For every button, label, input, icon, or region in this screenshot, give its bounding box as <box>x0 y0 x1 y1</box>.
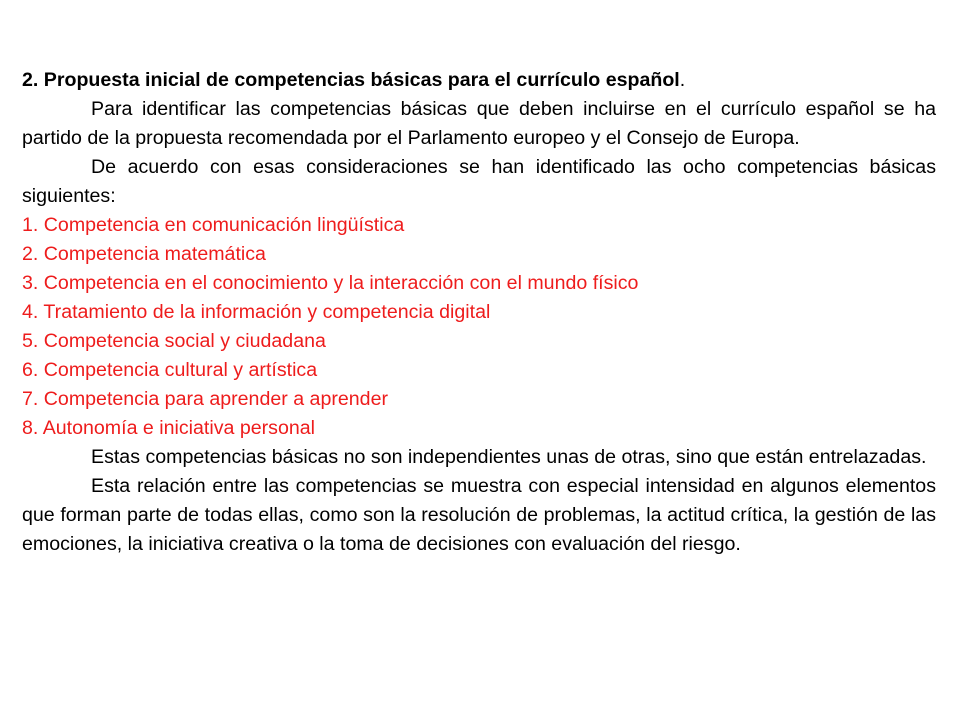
intro-paragraph: Para identificar las competencias básicas que deben incluirse en el currículo español se ha partido de la propuesta recomendada por el Parlamento europeo y el Consejo de Europa. <box>22 98 936 149</box>
list-intro-paragraph: De acuerdo con esas consideraciones se han identificado las ocho competencias básicas siguientes: <box>22 156 936 207</box>
list-item: 7. Competencia para aprender a aprender <box>22 388 388 410</box>
list-item: 8. Autonomía e iniciativa personal <box>22 417 315 439</box>
section-heading-text: 2. Propuesta inicial de competencias básicas para el currículo español <box>22 69 680 91</box>
interdependence-paragraph: Estas competencias básicas no son independientes unas de otras, sino que están entrelazadas. <box>91 446 927 468</box>
section-heading-period: . <box>679 69 686 91</box>
list-item: 5. Competencia social y ciudadana <box>22 330 326 352</box>
list-item: 3. Competencia en el conocimiento y la interacción con el mundo físico <box>22 272 639 294</box>
list-item: 2. Competencia matemática <box>22 243 266 265</box>
list-item: 1. Competencia en comunicación lingüística <box>22 214 405 236</box>
list-item: 6. Competencia cultural y artística <box>22 359 318 381</box>
relation-paragraph: Esta relación entre las competencias se muestra con especial intensidad en algunos elementos que forman parte de todas ellas, como son la resolución de problemas, la actitud crítica, la gestión de las emociones, la iniciativa creativa o la toma de decisiones con evaluación del riesgo. <box>22 475 936 555</box>
slide-content <box>22 66 936 559</box>
section-heading <box>22 66 936 95</box>
competencias-list <box>22 211 936 443</box>
list-item: 4. Tratamiento de la información y competencia digital <box>22 301 491 323</box>
